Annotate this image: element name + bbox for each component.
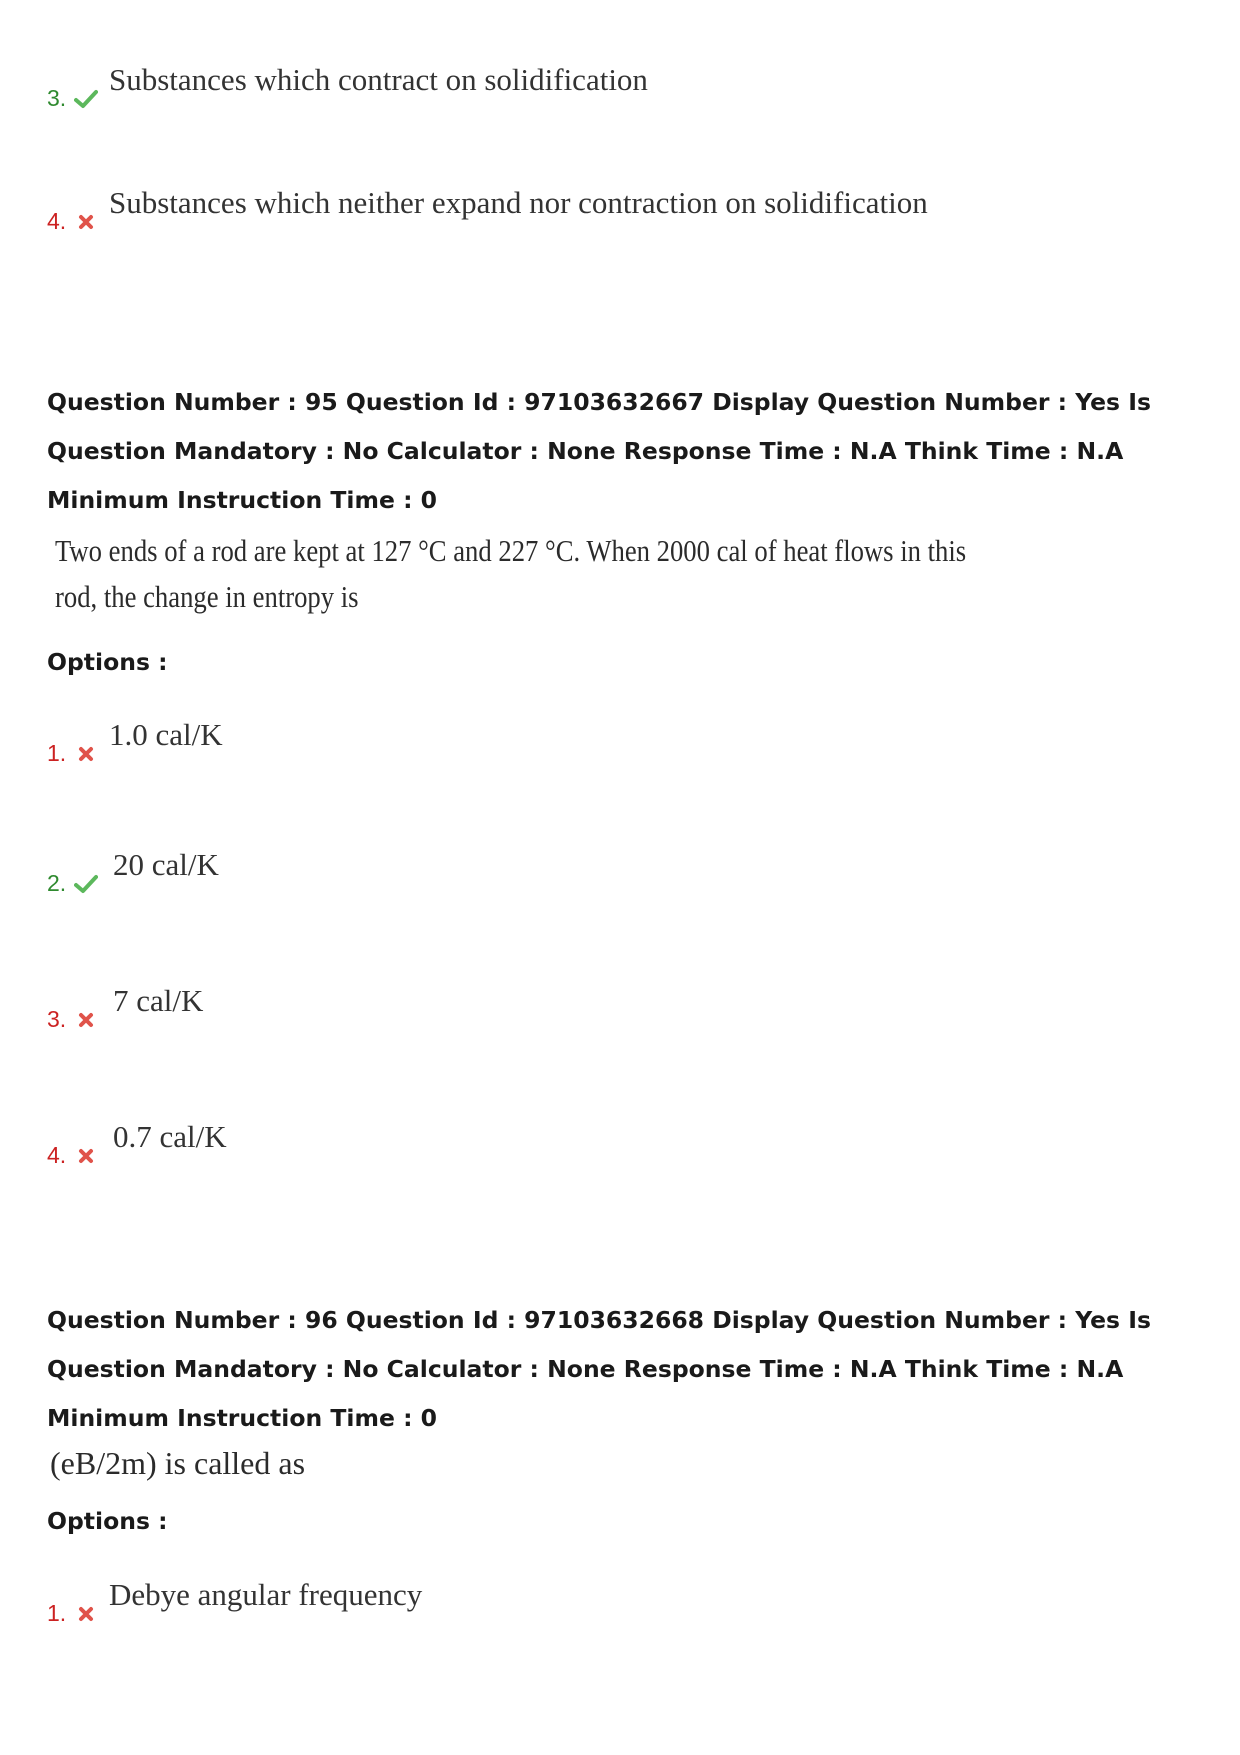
option-number: 1. [47,1600,67,1626]
check-icon [73,87,99,110]
question-text-line: (eB/2m) is called as [50,1445,306,1481]
cross-icon [73,1602,99,1625]
option-row [47,1117,227,1167]
option-text: Debye angular frequency [109,1577,423,1612]
option-number: 2. [47,870,67,896]
option-number: 1. [47,740,67,766]
option-number: 4. [47,208,67,234]
option-text: 0.7 cal/K [113,1119,227,1154]
check-icon [73,872,99,895]
question-meta: Question Number : 96 Question Id : 97103632668 Display Question Number : Yes Is Question Mandatory : No Calculator : None Response Time : N.A Think Time : N.A Minimum Instruction Time : 0 [47,1306,1151,1432]
cross-icon [73,1008,99,1031]
cross-icon [73,210,99,233]
option-row [47,981,203,1031]
question-text-line: Two ends of a rod are kept at 127 °C and 227 °C. When 2000 cal of heat flows in this [55,533,967,568]
option-number: 4. [47,1142,67,1168]
question-text [55,528,966,620]
cross-icon [73,1144,99,1167]
option-row [47,1575,422,1625]
option-row [47,60,648,110]
option-text: 1.0 cal/K [109,717,223,752]
option-number: 3. [47,1006,67,1032]
question-meta: Question Number : 95 Question Id : 97103632667 Display Question Number : Yes Is Question Mandatory : No Calculator : None Response Time : N.A Think Time : N.A Minimum Instruction Time : 0 [47,388,1151,514]
options-label: Options : [47,1507,168,1535]
question-text [50,1443,305,1483]
option-text: 20 cal/K [113,847,219,882]
cross-icon [73,742,99,765]
option-row [47,183,928,233]
question-text-line: rod, the change in entropy is [55,579,359,614]
option-text: Substances which contract on solidification [109,62,648,97]
option-row [47,715,223,765]
option-number: 3. [47,85,67,111]
option-row [47,845,219,895]
option-text: 7 cal/K [113,983,204,1018]
options-label: Options : [47,648,168,676]
option-text: Substances which neither expand nor contraction on solidification [109,185,928,220]
